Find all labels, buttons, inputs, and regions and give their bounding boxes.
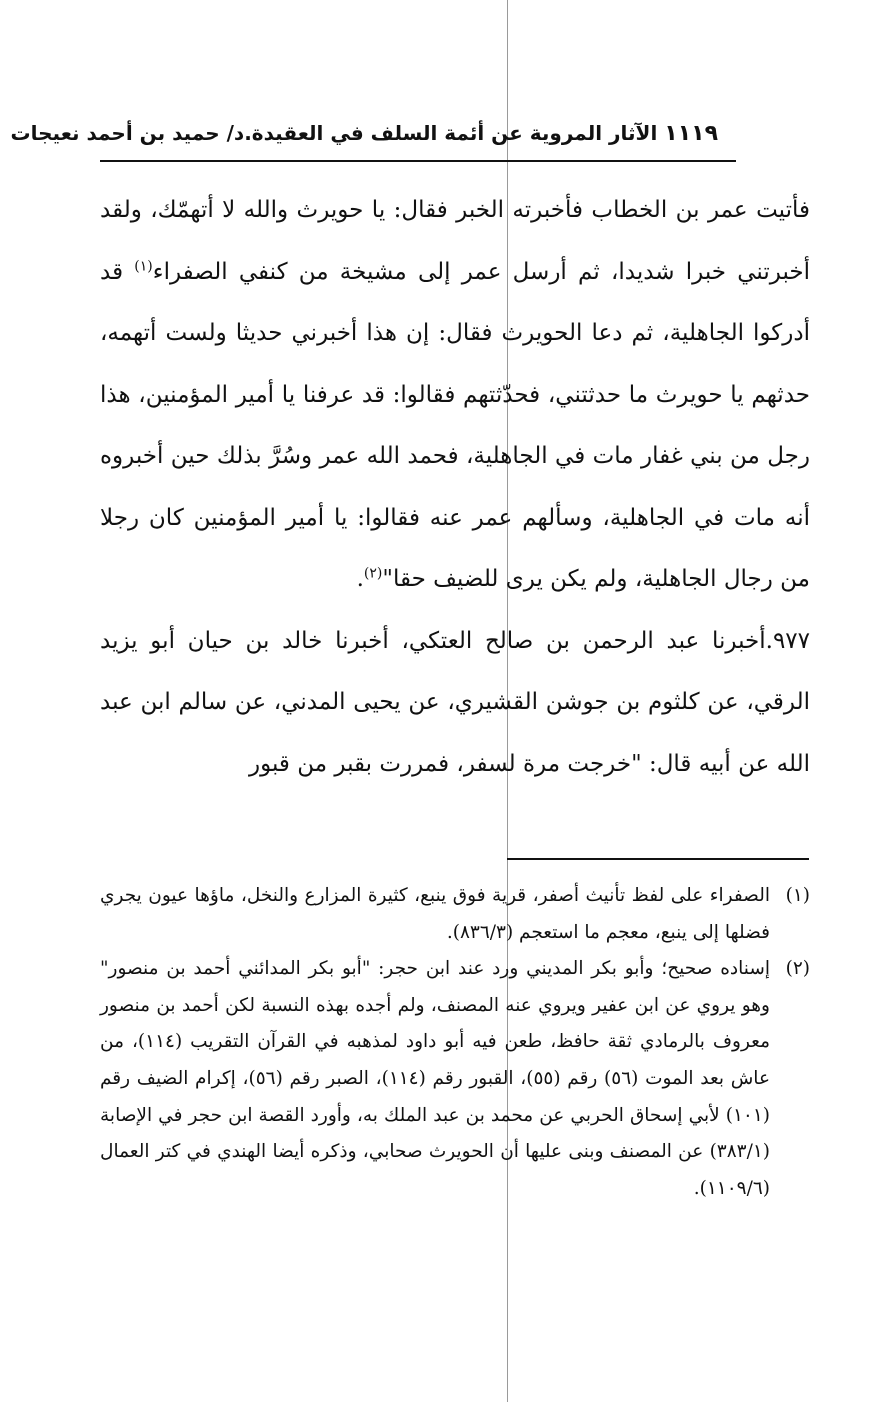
footnotes xyxy=(100,878,810,1207)
main-text xyxy=(100,180,810,795)
footnote-reference: (٢) xyxy=(363,565,383,582)
footnote xyxy=(100,951,810,1207)
footnote-reference: (١) xyxy=(134,257,153,274)
footnote-number: (٢) xyxy=(785,958,810,980)
header-title: الآثار المروية عن أئمة السلف في العقيدة.د/ حميد بن أحمد نعيجات xyxy=(10,121,658,145)
hadith-paragraph: ٩٧٧.أخبرنا عبد الرحمن بن صالح العتكي، أخبرنا خالد بن حيان أبو يزيد الرقي، عن كلثوم بن جوشن القشيري، عن يحيى المدني، عن سالم ابن عبد الله عن أبيه قال: "خرجت مرة لسفر، فمررت بقبر من قبور xyxy=(100,627,810,777)
footnote-separator xyxy=(507,858,809,860)
footnote-number: (١) xyxy=(785,885,810,906)
paragraph-text: قد أدركوا الجاهلية، ثم دعا الحويرث فقال: إن هذا أخبرني حديثا ولست أتهمه، حدثهم يا حويرث ما حدثتني، فحدّثتهم فقالوا: قد عرفنا يا أمير المؤمنين، هذا رجل من بني غفار مات في الجاهلية، فحمد الله عمر وسُرَّ بذلك حين أخبروه أنه مات في الجاهلية، وسألهم عمر عنه فقالوا: يا أمير المؤمنين كان رجلا من رجال الجاهلية، ولم يكن يرى للضيف حقا" xyxy=(100,258,810,592)
running-header xyxy=(10,110,736,156)
footnote xyxy=(100,878,810,951)
paragraph-text: فأتيت عمر بن الخطاب فأخبرته الخبر فقال: يا حويرث والله لا أتهمّك، ولقد أخبرتني خبرا شديدا، ثم أرسل عمر إلى مشيخة من كنفي الصفراء xyxy=(100,197,810,285)
footnote-text: إسناده صحيح؛ وأبو بكر المديني ورد عند ابن حجر: "أبو بكر المدائني أحمد بن منصور" وهو يروي عن ابن عفير ويروي عنه المصنف، ولم أجده بهذه النسبة لكن أحمد بن منصور معروف بالرمادي ثقة حافظ، طعن فيه أبو داود لمذهبه في القرآن التقريب (١١٤)، من عاش بعد الموت (٥٦) رقم (٥٥)، القبور رقم (١١٤)، الصبر رقم (٥٦)، إكرام الضيف رقم (١٠١) لأبي إسحاق الحربي عن محمد بن عبد الملك به، وأورد القصة ابن حجر في الإصابة (٣٨٣/١) عن المصنف وبنى عليها أن الحويرث صحابي، وذكره أيضا الهندي في كتر العمال (١١٠٩/٦). xyxy=(100,958,770,1199)
body-paragraph xyxy=(100,180,810,611)
page-number: ١١١٩ xyxy=(664,121,718,146)
header-rule xyxy=(100,160,736,162)
paragraph-text: . xyxy=(356,566,364,592)
footnote-text: الصفراء على لفظ تأنيث أصفر، قرية فوق ينبع، كثيرة المزارع والنخل، ماؤها عيون يجري فضلها إلى ينبع، معجم ما استعجم (٨٣٦/٣). xyxy=(100,885,770,943)
